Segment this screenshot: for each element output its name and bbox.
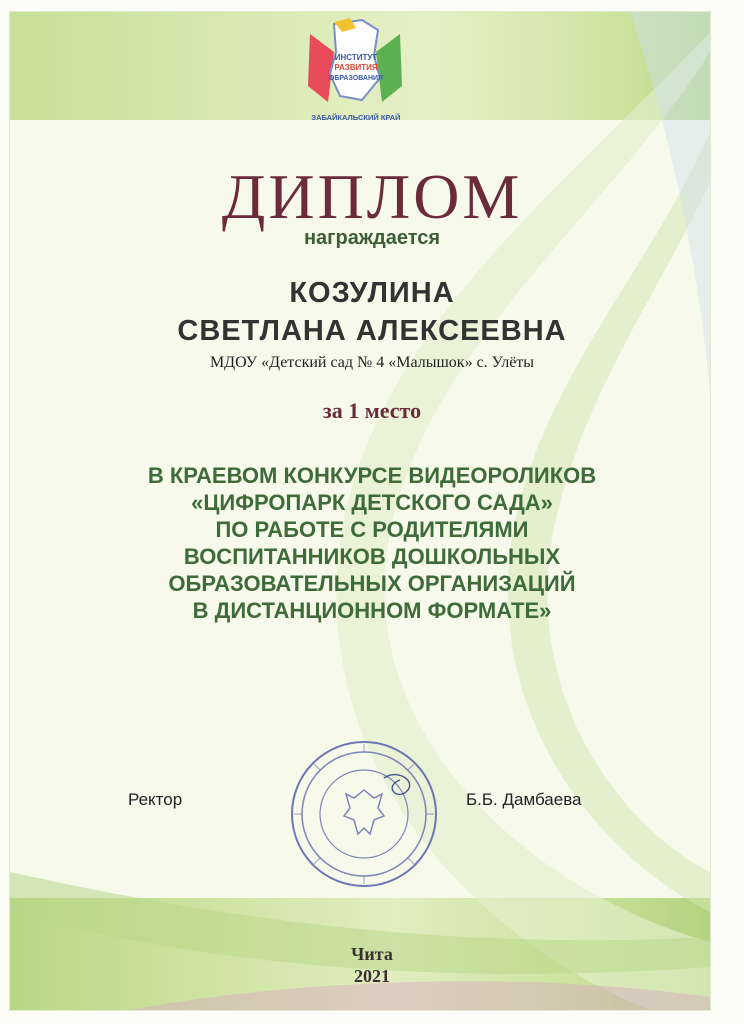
awarded-label: награждается	[303, 227, 441, 249]
signatory-name: Б.Б. Дамбаева	[466, 790, 582, 809]
city: Чита	[351, 944, 393, 964]
contest-line-4: ВОСПИТАННИКОВ ДОШКОЛЬНЫХ	[183, 544, 561, 569]
diploma-title: ДИПЛОМ	[221, 161, 523, 232]
institute-logo	[290, 16, 420, 128]
logo-text-3: ОБРАЗОВАНИЯ	[328, 75, 384, 82]
year: 2021	[354, 966, 390, 986]
contest-line-5: ОБРАЗОВАТЕЛЬНЫХ ОРГАНИЗАЦИЙ	[168, 571, 576, 596]
logo-text-2: РАЗВИТИЯ	[334, 63, 378, 72]
award-place: за 1 место	[322, 398, 422, 423]
recipient-organization: МДОУ «Детский сад № 4 «Малышок» с. Улёты	[209, 354, 535, 371]
contest-line-2: «ЦИФРОПАРК ДЕТСКОГО САДА»	[191, 490, 553, 515]
signatory-position: Ректор	[128, 790, 183, 809]
contest-line-3: ПО РАБОТЕ С РОДИТЕЛЯМИ	[215, 517, 529, 542]
contest-line-6: В ДИСТАНЦИОННОМ ФОРМАТЕ»	[192, 598, 552, 623]
recipient-given-names: СВЕТЛАНА АЛЕКСЕЕВНА	[177, 315, 567, 347]
contest-line-1: В КРАЕВОМ КОНКУРСЕ ВИДЕОРОЛИКОВ	[147, 463, 597, 488]
recipient-surname: КОЗУЛИНА	[289, 277, 455, 309]
logo-region: ЗАБАЙКАЛЬСКИЙ КРАЙ	[311, 113, 401, 122]
official-seal-stamp	[288, 738, 440, 890]
logo-text-1: ИНСТИТУТ	[334, 53, 378, 62]
